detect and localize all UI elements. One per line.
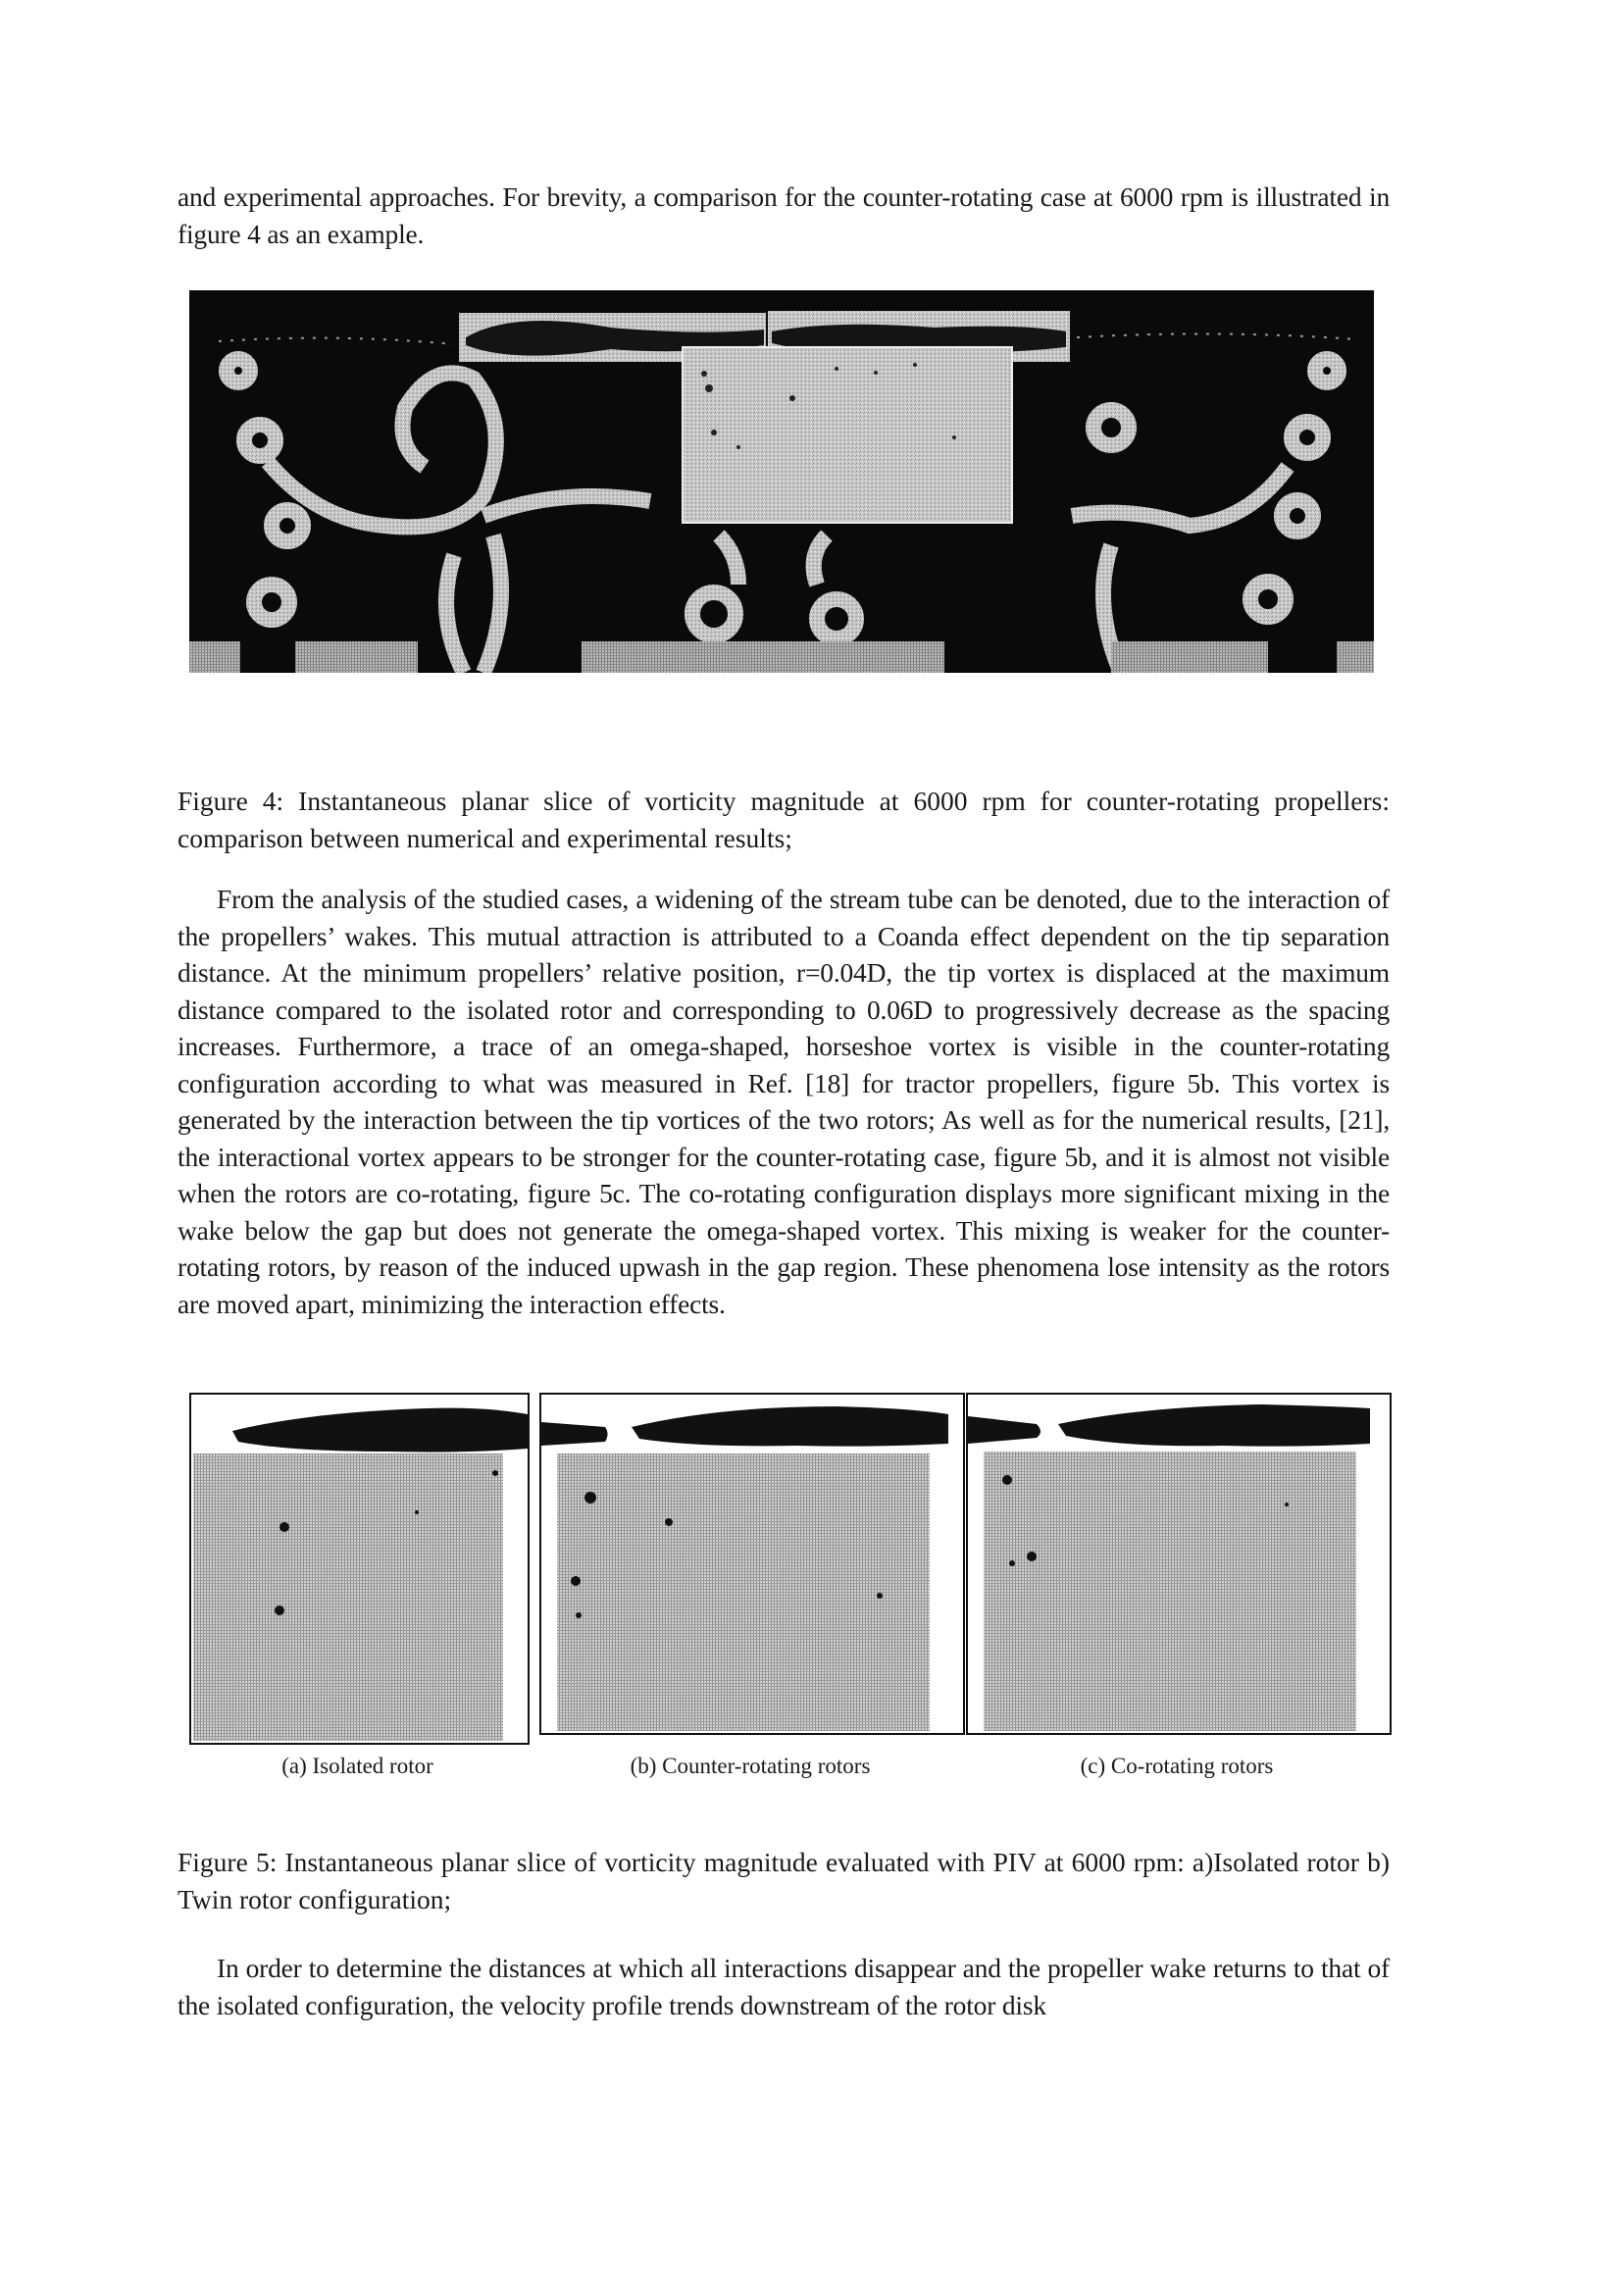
figure-4-caption: Figure 4: Instantaneous planar slice of vorticity magnitude at 6000 rpm for counter-rotating propellers: comparison between numerical and experimental results;: [178, 786, 1390, 853]
figure-4-image: [189, 290, 1374, 673]
vorticity-field-graphic: [189, 290, 1374, 673]
figure-5-caption: Figure 5: Instantaneous planar slice of vorticity magnitude evaluated with PIV at 6000 rpm: a)Isolated rotor b) Twin rotor configuration;: [178, 1847, 1390, 1914]
bottom-paragraph: [178, 1950, 1390, 2023]
counter-rotating-piv-graphic: [541, 1395, 963, 1733]
figure-5a-panel: [189, 1393, 530, 1745]
paragraph-continuation: [178, 178, 1390, 252]
figure-5c-label: (c) Co-rotating rotors: [1080, 1754, 1274, 1778]
co-rotating-piv-graphic: [968, 1395, 1390, 1733]
paragraph-text: and experimental approaches. For brevity, a comparison for the counter-rotating case at 6000 rpm is illustrated in figure 4 as an example.: [178, 181, 1390, 249]
figure-5b-panel: [539, 1393, 965, 1735]
figure-5a-label: (a) Isolated rotor: [281, 1754, 433, 1778]
figure-5b-label: (b) Counter-rotating rotors: [630, 1754, 871, 1778]
paragraph-text: In order to determine the distances at which all interactions disappear and the propeller wake returns to that of the isolated configuration, the velocity profile trends downstream of the rotor disk: [178, 1953, 1390, 2020]
figure-5c-panel: [966, 1393, 1392, 1735]
main-paragraph: [178, 881, 1390, 1322]
isolated-rotor-piv-graphic: [191, 1395, 528, 1743]
paragraph-text: From the analysis of the studied cases, a widening of the stream tube can be denoted, due to the interaction of the propellers’ wakes. This mutual attraction is attributed to a Coanda effect dependent on the tip separation distance. At the minimum propellers’ relative position, r=0.04D, the tip vortex is displaced at the maximum distance compared to the isolated rotor and corresponding to 0.06D to progressively decrease as the spacing increases. Furthermore, a trace of an omega-shaped, horseshoe vortex is visible in the counter-rotating configuration according to what was measured in Ref. [18] for tractor propellers, figure 5b. This vortex is generated by the interaction between the tip vortices of the two rotors; As well as for the numerical results, [21], the interactional vortex appears to be stronger for the counter-rotating case, figure 5b, and it is almost not visible when the rotors are co-rotating, figure 5c. The co-rotating configuration displays more significant mixing in the wake below the gap but does not generate the omega-shaped vortex. This mixing is weaker for the counter-rotating rotors, by reason of the induced upwash in the gap region. These phenomena lose intensity as the rotors are moved apart, minimizing the interaction effects.: [178, 884, 1390, 1319]
